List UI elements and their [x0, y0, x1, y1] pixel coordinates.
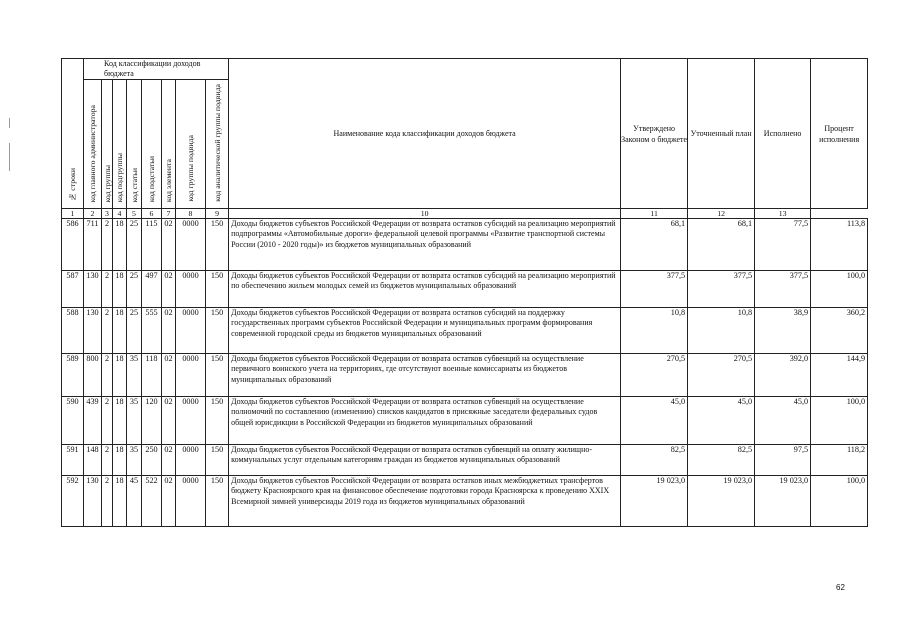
table-row: [62, 271, 868, 308]
header-plan: Уточненный план: [688, 59, 755, 209]
column-index: 3: [102, 209, 113, 219]
code-group-cell: 2: [102, 445, 113, 476]
percent-cell: 144,9: [811, 354, 868, 397]
code-subtype-group-cell: 0000: [176, 397, 206, 445]
code-subgroup-cell: 18: [113, 219, 127, 271]
code-subgroup-cell: 18: [113, 308, 127, 354]
code-analytic-group-cell: 150: [206, 445, 229, 476]
code-subarticle-cell: 120: [142, 397, 162, 445]
code-subtype-group-cell: 0000: [176, 354, 206, 397]
approved-cell: 270,5: [621, 354, 688, 397]
page-number: 62: [836, 583, 845, 592]
code-admin-cell: 148: [84, 445, 102, 476]
header-label: код элемента: [164, 158, 173, 202]
code-element-cell: 02: [162, 271, 176, 308]
table-body: [62, 219, 868, 527]
header-label: код главного администратора: [88, 104, 97, 202]
column-index: 10: [229, 209, 621, 219]
code-subtype-group-cell: 0000: [176, 308, 206, 354]
code-article-cell: 35: [127, 445, 142, 476]
executed-cell: 19 023,0: [755, 476, 811, 527]
name-cell: Доходы бюджетов субъектов Российской Федерации от возврата остатков субвенций на осуществление первичного воинского учета на территориях, где отсутствуют военные комиссариаты из бюджетов муниципальных образований: [229, 354, 621, 397]
column-index: 4: [113, 209, 127, 219]
revenue-classification-table: [61, 58, 868, 527]
code-group-cell: 2: [102, 271, 113, 308]
column-index-row: [62, 209, 868, 219]
executed-cell: 38,9: [755, 308, 811, 354]
header-row-number: [62, 59, 84, 209]
column-index: 9: [206, 209, 229, 219]
code-subarticle-cell: 250: [142, 445, 162, 476]
code-element-cell: 02: [162, 397, 176, 445]
header-label: код подгруппы: [115, 152, 124, 202]
column-index: 2: [84, 209, 102, 219]
executed-cell: 377,5: [755, 271, 811, 308]
row-number-cell: 588: [62, 308, 84, 354]
percent-cell: 100,0: [811, 397, 868, 445]
code-subarticle-cell: 115: [142, 219, 162, 271]
column-index: 11: [621, 209, 688, 219]
name-cell: Доходы бюджетов субъектов Российской Федерации от возврата остатков субвенций на оплату жилищно-коммунальных услуг отдельным категориям граждан из бюджетов муниципальных образований: [229, 445, 621, 476]
code-group-cell: 2: [102, 219, 113, 271]
percent-cell: 360,2: [811, 308, 868, 354]
code-subtype-group-cell: 0000: [176, 476, 206, 527]
code-subtype-group-cell: 0000: [176, 219, 206, 271]
table-row: [62, 308, 868, 354]
code-subgroup-cell: 18: [113, 445, 127, 476]
code-group-cell: 2: [102, 397, 113, 445]
code-subgroup-cell: 18: [113, 397, 127, 445]
code-subgroup-cell: 18: [113, 271, 127, 308]
header-code-admin: [84, 80, 102, 209]
code-analytic-group-cell: 150: [206, 397, 229, 445]
code-article-cell: 45: [127, 476, 142, 527]
table-row: [62, 354, 868, 397]
code-element-cell: 02: [162, 476, 176, 527]
code-element-cell: 02: [162, 308, 176, 354]
column-index: 5: [127, 209, 142, 219]
code-group-cell: 2: [102, 308, 113, 354]
approved-cell: 377,5: [621, 271, 688, 308]
executed-cell: 97,5: [755, 445, 811, 476]
code-group-cell: 2: [102, 354, 113, 397]
percent-cell: 118,2: [811, 445, 868, 476]
header-code-group: [102, 80, 113, 209]
header-name: Наименование кода классификации доходов бюджета: [229, 59, 621, 209]
code-subarticle-cell: 118: [142, 354, 162, 397]
code-subtype-group-cell: 0000: [176, 271, 206, 308]
code-analytic-group-cell: 150: [206, 271, 229, 308]
executed-cell: 45,0: [755, 397, 811, 445]
code-analytic-group-cell: 150: [206, 476, 229, 527]
code-admin-cell: 711: [84, 219, 102, 271]
row-number-cell: 591: [62, 445, 84, 476]
code-group-cell: 2: [102, 476, 113, 527]
column-index: 8: [176, 209, 206, 219]
scan-edge-mark: [9, 143, 10, 171]
code-article-cell: 25: [127, 271, 142, 308]
header-label: код подстатьи: [147, 155, 156, 202]
approved-cell: 19 023,0: [621, 476, 688, 527]
code-admin-cell: 800: [84, 354, 102, 397]
plan-cell: 377,5: [688, 271, 755, 308]
plan-cell: 19 023,0: [688, 476, 755, 527]
plan-cell: 270,5: [688, 354, 755, 397]
row-number-cell: 592: [62, 476, 84, 527]
code-subtype-group-cell: 0000: [176, 445, 206, 476]
header-code-group: Код классификации доходов бюджета: [84, 59, 229, 80]
approved-cell: 10,8: [621, 308, 688, 354]
row-number-cell: 589: [62, 354, 84, 397]
plan-cell: 10,8: [688, 308, 755, 354]
code-admin-cell: 130: [84, 271, 102, 308]
code-admin-cell: 130: [84, 476, 102, 527]
percent-cell: 100,0: [811, 476, 868, 527]
code-article-cell: 25: [127, 219, 142, 271]
percent-cell: 100,0: [811, 271, 868, 308]
executed-cell: 77,5: [755, 219, 811, 271]
table-row: [62, 219, 868, 271]
column-index: 1: [62, 209, 84, 219]
name-cell: Доходы бюджетов субъектов Российской Федерации от возврата остатков субсидий на поддержку государственных программ субъектов Российской Федерации и муниципальных программ формирования современной городской среды из бюджетов муниципальных образований: [229, 308, 621, 354]
header-label: код аналитической группы подвида: [212, 84, 222, 202]
approved-cell: 68,1: [621, 219, 688, 271]
code-subgroup-cell: 18: [113, 476, 127, 527]
approved-cell: 45,0: [621, 397, 688, 445]
code-analytic-group-cell: 150: [206, 219, 229, 271]
code-subarticle-cell: 522: [142, 476, 162, 527]
header-approved: Утверждено Законом о бюджете: [621, 59, 688, 209]
scan-edge-mark: [9, 118, 10, 128]
header-label: код группы подвида: [186, 135, 195, 202]
code-admin-cell: 439: [84, 397, 102, 445]
table-row: [62, 476, 868, 527]
code-element-cell: 02: [162, 354, 176, 397]
code-subarticle-cell: 497: [142, 271, 162, 308]
header-code-subarticle: [142, 80, 162, 209]
code-admin-cell: 130: [84, 308, 102, 354]
name-cell: Доходы бюджетов субъектов Российской Федерации от возврата остатков иных межбюджетных трансфертов бюджету Красноярского края на финансовое обеспечение подготовки города Красноярска к проведению XXIX Всемирной зимней универсиады 2019 года из бюджетов муниципальных образований: [229, 476, 621, 527]
header-code-subtype-group: [176, 80, 206, 209]
code-element-cell: 02: [162, 445, 176, 476]
column-index: 6: [142, 209, 162, 219]
code-subarticle-cell: 555: [142, 308, 162, 354]
executed-cell: 392,0: [755, 354, 811, 397]
name-cell: Доходы бюджетов субъектов Российской Федерации от возврата остатков субвенций на осуществление полномочий по составлению (изменению) списков кандидатов в присяжные заседатели федеральных судов общей юрисдикции в Российской Федерации из бюджетов муниципальных образований: [229, 397, 621, 445]
row-number-cell: 586: [62, 219, 84, 271]
header-executed: Исполнено: [755, 59, 811, 209]
approved-cell: 82,5: [621, 445, 688, 476]
row-number-cell: 587: [62, 271, 84, 308]
header-percent: Процент исполнения: [811, 59, 868, 209]
header-code-element: [162, 80, 176, 209]
header-label: № строки: [68, 168, 77, 202]
code-analytic-group-cell: 150: [206, 308, 229, 354]
code-subgroup-cell: 18: [113, 354, 127, 397]
header-code-analytic-group: [206, 80, 229, 209]
code-article-cell: 25: [127, 308, 142, 354]
code-article-cell: 35: [127, 354, 142, 397]
header-code-article: [127, 80, 142, 209]
plan-cell: 82,5: [688, 445, 755, 476]
column-index: 7: [162, 209, 176, 219]
row-number-cell: 590: [62, 397, 84, 445]
percent-cell: 113,8: [811, 219, 868, 271]
name-cell: Доходы бюджетов субъектов Российской Федерации от возврата остатков субсидий на реализацию мероприятий по обеспечению жильем молодых семей из бюджетов муниципальных образований: [229, 271, 621, 308]
plan-cell: 45,0: [688, 397, 755, 445]
name-cell: Доходы бюджетов субъектов Российской Федерации от возврата остатков субсидий на реализацию мероприятий подпрограммы «Автомобильные дороги» федеральной целевой программы «Развитие транспортной системы России (2010 - 2020 годы)» из бюджетов муниципальных образований: [229, 219, 621, 271]
header-label: код группы: [102, 164, 112, 202]
code-analytic-group-cell: 150: [206, 354, 229, 397]
column-index: 13: [755, 209, 811, 219]
column-index: 12: [688, 209, 755, 219]
table-row: [62, 445, 868, 476]
header-code-subgroup: [113, 80, 127, 209]
header-label: код статьи: [129, 167, 139, 202]
table-row: [62, 397, 868, 445]
plan-cell: 68,1: [688, 219, 755, 271]
code-element-cell: 02: [162, 219, 176, 271]
code-article-cell: 35: [127, 397, 142, 445]
